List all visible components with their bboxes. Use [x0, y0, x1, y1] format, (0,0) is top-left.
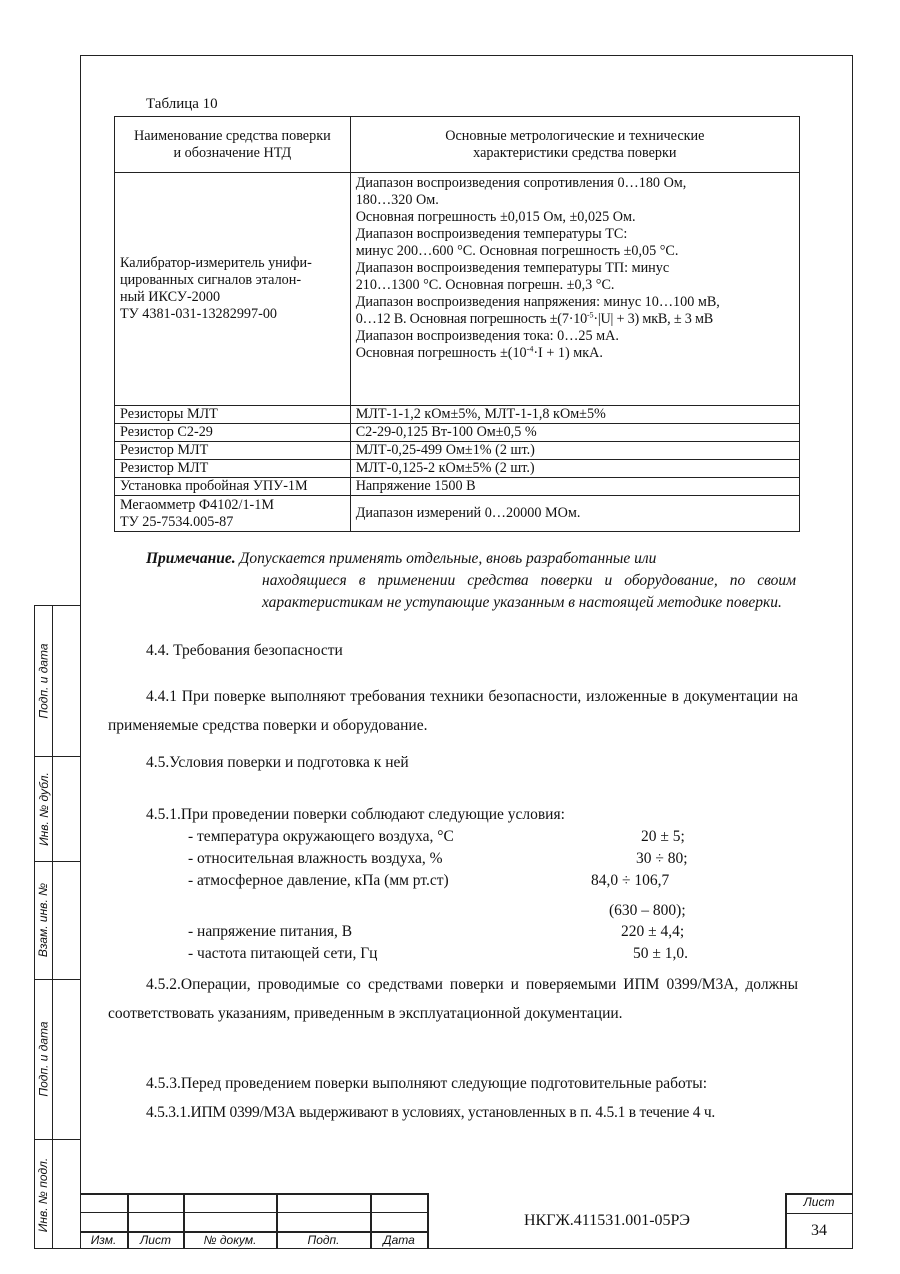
- table-caption: Таблица 10: [146, 96, 218, 112]
- condition-pressure-mmhg-value: (630 – 800);: [609, 902, 686, 919]
- row-name: Резистор МЛТ: [115, 460, 351, 478]
- side-label-podp-data-2: Подп. и дата: [36, 1021, 51, 1097]
- condition-pressure: - атмосферное давление, кПа (мм рт.ст): [188, 872, 449, 889]
- header-col2: Основные метрологические и технические характеристики средства поверки: [350, 117, 799, 173]
- table-row-calibrator: [115, 173, 800, 406]
- calibrator-name: Калибратор-измеритель унифи- цированных сигналов эталон- ный ИКСУ-2000 ТУ 4381-031-13282997-00: [115, 173, 351, 406]
- tb-data-label: Дата: [383, 1233, 415, 1247]
- row-spec: Напряжение 1500 В: [350, 478, 799, 496]
- note-label: Примечание.: [146, 550, 236, 567]
- condition-humidity-value: 30 ÷ 80;: [636, 850, 688, 867]
- side-label-inv-dubl: Инв. № дубл.: [36, 771, 51, 846]
- section-4-5-3: 4.5.3.Перед проведением поверки выполняют следующие подготовительные работы:: [146, 1075, 708, 1092]
- table-row: [115, 424, 800, 442]
- table-row: [115, 442, 800, 460]
- side-label-podp-data-1: Подп. и дата: [36, 643, 51, 719]
- equipment-table: [114, 116, 800, 532]
- section-4-5-3-1: 4.5.3.1.ИПМ 0399/М3А выдерживают в условиях, установленных в п. 4.5.1 в течение 4 ч.: [146, 1104, 716, 1121]
- side-label-vzam-inv: Взам. инв. №: [36, 882, 51, 958]
- row-name: Резистор МЛТ: [115, 442, 351, 460]
- header-col1: Наименование средства поверки и обозначение НТД: [115, 117, 351, 173]
- table-note: Примечание. Допускается применять отдельные, вновь разработанные или находящиеся в применении средства поверки и оборудование, по своим характеристикам не уступающие указанным в настоящей методике поверки.: [146, 548, 796, 614]
- section-4-5-1: 4.5.1.При проведении поверки соблюдают следующие условия:: [146, 806, 565, 823]
- row-spec: МЛТ-1-1,2 кОм±5%, МЛТ-1-1,8 кОм±5%: [350, 406, 799, 424]
- condition-frequency-value: 50 ± 1,0.: [633, 945, 689, 962]
- condition-voltage-value: 220 ± 4,4;: [621, 923, 685, 940]
- sheet-number: 34: [811, 1222, 827, 1239]
- note-continuation: находящиеся в применении средства поверки и оборудование, по своим характеристикам не уступающие указанным в настоящей методике поверки.: [262, 572, 796, 611]
- table-row-megohmmeter: [115, 496, 800, 532]
- condition-temperature-value: 20 ± 5;: [641, 828, 685, 845]
- tb-podp-label: Подп.: [307, 1233, 340, 1247]
- condition-humidity: - относительная влажность воздуха, %: [188, 850, 443, 867]
- row-name: Резистор С2-29: [115, 424, 351, 442]
- condition-voltage: - напряжение питания, В: [188, 923, 353, 940]
- table-row: [115, 478, 800, 496]
- tb-izm-label: Изм.: [90, 1233, 117, 1247]
- calibrator-specs: Диапазон воспроизведения сопротивления 0…180 Ом, 180…320 Ом. Основная погрешность ±0,015 Ом, ±0,025 Ом. Диапазон воспроизведения температуры ТС: минус 200…600 °С. Основная погрешность ±0,05 °С. Диапазон воспроизведения температуры ТП: минус 210…1300 °С. Основная погрешн. ±0,3 °С. Диапазон воспроизведения напряжения: минус 10…100 мВ, 0…12 В. Основная погрешность $\pm(7\cdot 10^{-5}\cdot|U| + 3)$ мкВ, ± 3 мВ Диапазон воспроизведения тока: 0…25 мА. Основная погрешность $\pm(10^{-4}\cdot I + 1)$ мкА.: [350, 173, 799, 406]
- row-name: Установка пробойная УПУ-1М: [115, 478, 351, 496]
- section-4-5-2: 4.5.2.Операции, проводимые со средствами поверки и поверяемыми ИПМ 0399/М3А, должны соответствовать указаниям, приведенным в эксплуатационной документации.: [108, 976, 798, 1022]
- megohmmeter-spec: Диапазон измерений 0…20000 МОм.: [350, 496, 799, 532]
- tb-dokum-label: № докум.: [203, 1233, 257, 1247]
- megohmmeter-name: Мегаомметр Ф4102/1-1М ТУ 25-7534.005-87: [115, 496, 351, 532]
- table-row: [115, 406, 800, 424]
- row-spec: МЛТ-0,25-499 Ом±1% (2 шт.): [350, 442, 799, 460]
- row-name: Резисторы МЛТ: [115, 406, 351, 424]
- side-label-inv-podl: Инв. № подл.: [36, 1157, 51, 1232]
- condition-pressure-value: 84,0 ÷ 106,7: [591, 872, 670, 889]
- condition-temperature: - температура окружающего воздуха, °С: [188, 828, 454, 845]
- document-number: НКГЖ.411531.001-05РЭ: [523, 1212, 690, 1229]
- table-row: [115, 460, 800, 478]
- table-header-row: [115, 117, 800, 173]
- section-4-4-1: 4.4.1 При поверке выполняют требования техники безопасности, изложенные в документации на применяемые средства поверки и оборудование.: [108, 688, 798, 734]
- row-spec: С2-29-0,125 Вт-100 Ом±0,5 %: [350, 424, 799, 442]
- row-spec: МЛТ-0,125-2 кОм±5% (2 шт.): [350, 460, 799, 478]
- tb-list-label: Лист: [140, 1233, 171, 1247]
- condition-frequency: - частота питающей сети, Гц: [188, 945, 378, 962]
- section-4-5-title: 4.5.Условия поверки и подготовка к ней: [146, 754, 409, 771]
- sheet-label: Лист: [803, 1195, 835, 1209]
- side-stamp: [34, 605, 80, 1249]
- section-4-4-title: 4.4. Требования безопасности: [146, 642, 343, 659]
